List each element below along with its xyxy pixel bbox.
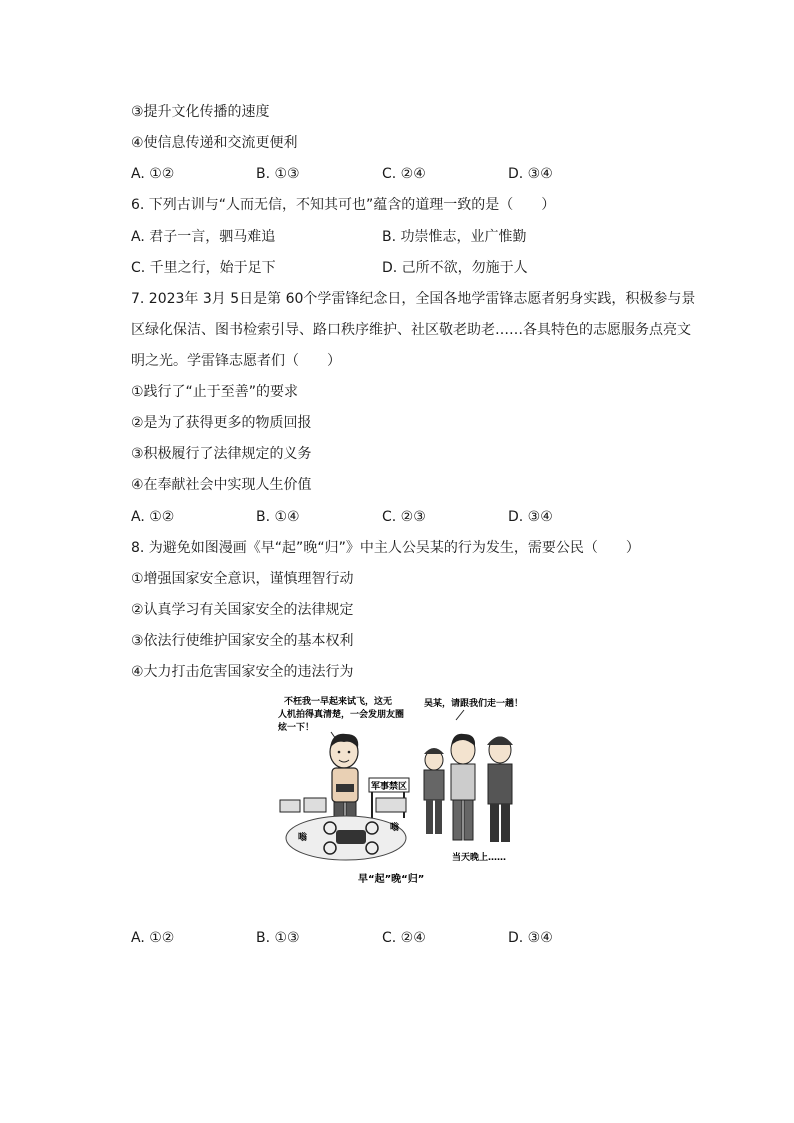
- officer-left-figure: [424, 748, 444, 834]
- speech-tail-right: [456, 710, 464, 720]
- q6-option-d[interactable]: D. 己所不欲，勿施于人: [382, 260, 528, 276]
- q5-option-b[interactable]: B. ①③: [256, 166, 300, 182]
- cartoon-speech-left-1: 不枉我一早起来试飞，这无: [284, 697, 393, 707]
- q8-option-c[interactable]: C. ②④: [382, 930, 426, 946]
- q8-item-2: ②认真学习有关国家安全的法律规定: [131, 602, 354, 618]
- sound-effect-left: 嗡: [298, 833, 308, 843]
- q7-item-3: ③积极履行了法律规定的义务: [131, 446, 312, 462]
- cartoon-night-caption: 当天晚上……: [452, 853, 507, 863]
- sign-text: 军事禁区: [371, 782, 408, 792]
- cartoon-speech-left-2: 人机拍得真清楚，一会发朋友圈: [278, 710, 405, 720]
- cartoon-speech-right: 吴某，请跟我们走一趟！: [424, 699, 524, 709]
- q8-stem: 8. 为避免如图漫画《早“起”晚“归”》中主人公吴某的行为发生，需要公民（ ）: [131, 540, 640, 556]
- sound-effect-right: 嗡: [390, 823, 400, 833]
- q8-option-a[interactable]: A. ①②: [131, 930, 175, 946]
- q7-item-2: ②是为了获得更多的物质回报: [131, 415, 312, 431]
- suspect-figure: [451, 734, 475, 840]
- q5-option-c[interactable]: C. ②④: [382, 166, 426, 182]
- cartoon-illustration: [276, 690, 538, 890]
- q7-option-a[interactable]: A. ①②: [131, 509, 175, 525]
- cartoon-title: 早“起”晚“归”: [358, 874, 425, 885]
- q8-option-b[interactable]: B. ①③: [256, 930, 300, 946]
- q7-stem-line-1: 7. 2023年 3月 5日是第 60个学雷锋纪念日，全国各地学雷锋志愿者躬身实践，积极参与景: [131, 291, 696, 307]
- q6-option-b[interactable]: B. 功崇惟志，业广惟勤: [382, 229, 527, 245]
- q5-item-3: ③提升文化传播的速度: [131, 104, 270, 120]
- officer-right-figure: [487, 737, 513, 843]
- q5-item-4: ④使信息传递和交流更便利: [131, 135, 298, 151]
- q7-option-c[interactable]: C. ②③: [382, 509, 426, 525]
- q8-option-d[interactable]: D. ③④: [508, 930, 553, 946]
- q7-option-d[interactable]: D. ③④: [508, 509, 553, 525]
- q5-option-a[interactable]: A. ①②: [131, 166, 175, 182]
- q7-stem-line-3: 明之光。学雷锋志愿者们（ ）: [131, 353, 341, 369]
- remote-controller-icon: [336, 784, 354, 792]
- q7-item-1: ①践行了“止于至善”的要求: [131, 384, 299, 400]
- q5-option-d[interactable]: D. ③④: [508, 166, 553, 182]
- q8-item-3: ③依法行使维护国家安全的基本权利: [131, 633, 354, 649]
- q6-option-c[interactable]: C. 千里之行，始于足下: [131, 260, 276, 276]
- q7-item-4: ④在奉献社会中实现人生价值: [131, 477, 312, 493]
- q7-stem-line-2: 区绿化保洁、图书检索引导、路口秩序维护、社区敬老助老……各具特色的志愿服务点亮文: [131, 322, 691, 338]
- cartoon-speech-left-3: 炫一下！: [278, 723, 315, 733]
- q6-stem: 6. 下列古训与“人而无信，不知其可也”蕴含的道理一致的是（ ）: [131, 197, 556, 213]
- q6-option-a[interactable]: A. 君子一言，驷马难追: [131, 229, 276, 245]
- q8-item-1: ①增强国家安全意识，谨慎理智行动: [131, 571, 354, 587]
- q7-option-b[interactable]: B. ①④: [256, 509, 300, 525]
- q8-item-4: ④大力打击危害国家安全的违法行为: [131, 664, 354, 680]
